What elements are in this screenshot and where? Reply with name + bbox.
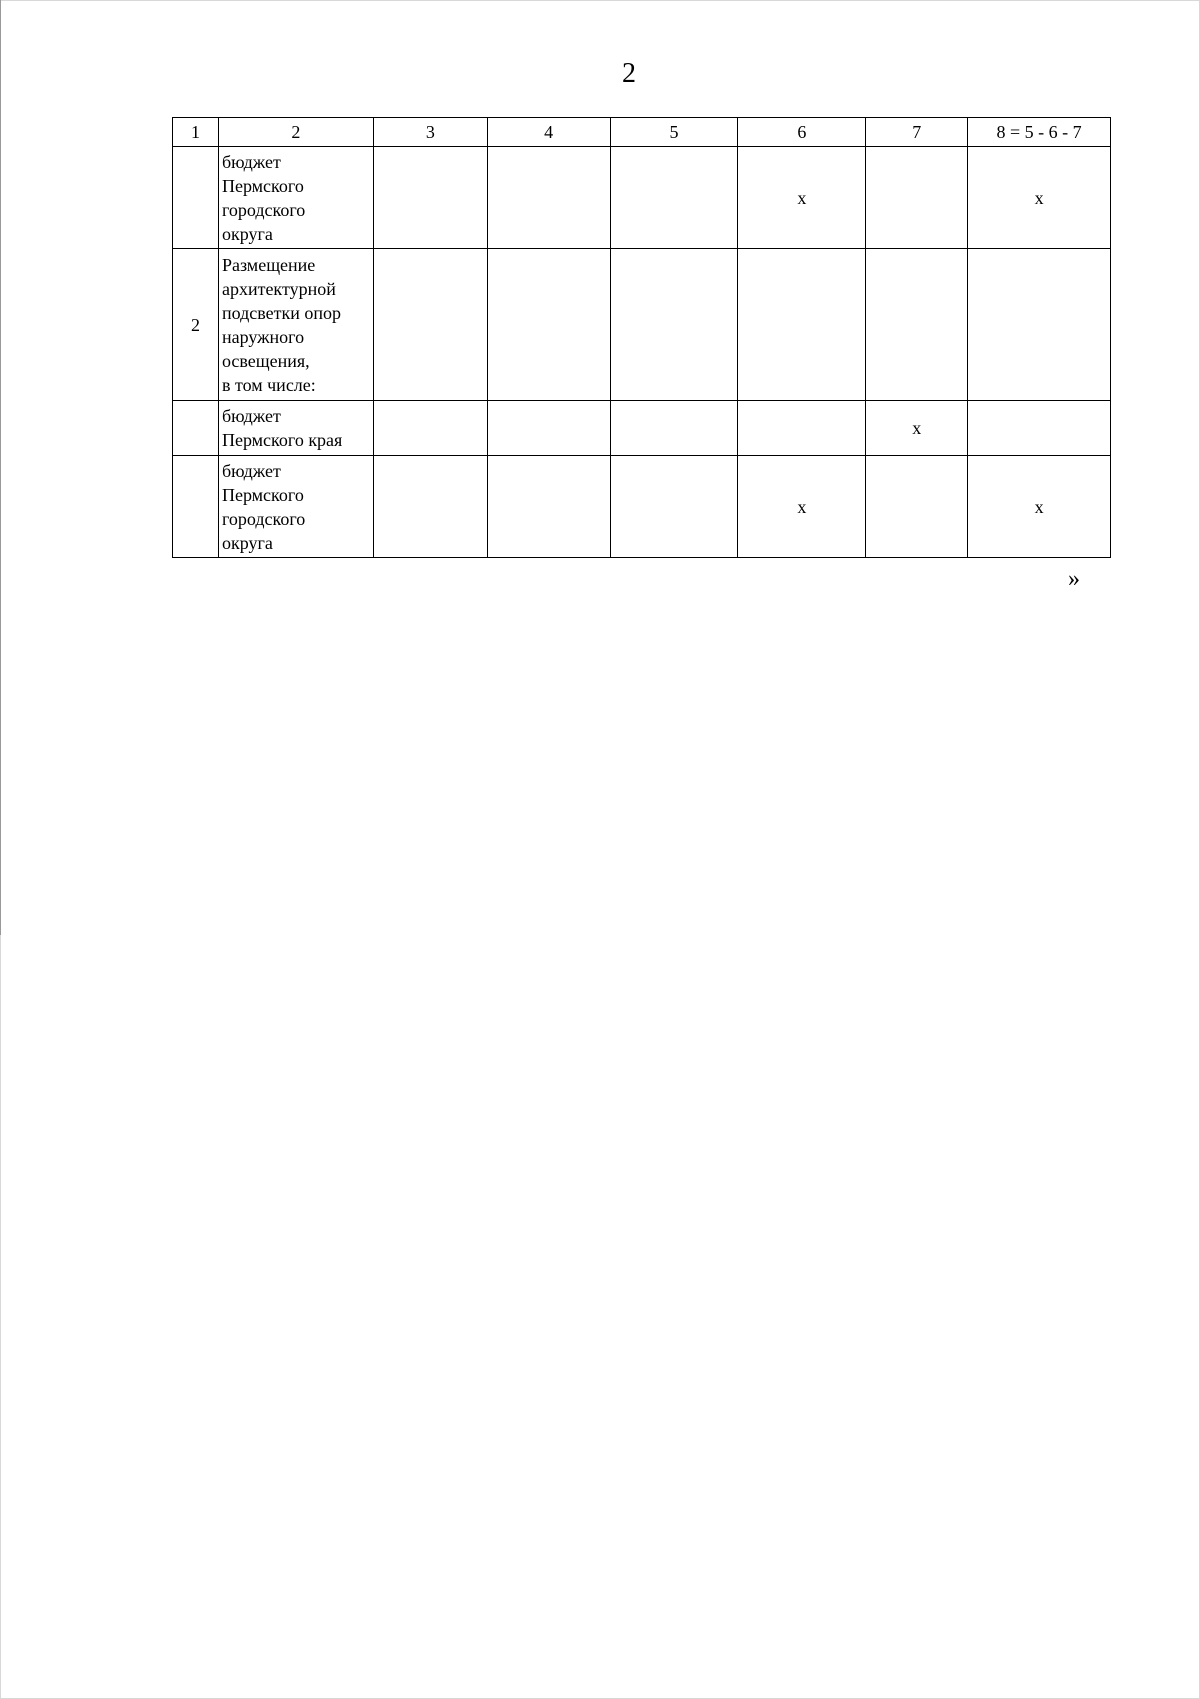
header-cell: 2: [218, 118, 373, 147]
table-row: [173, 147, 1111, 249]
row-label-cell: Размещение архитектурной подсветки опор наружного освещения, в том числе:: [218, 249, 373, 401]
table-cell: [487, 249, 610, 401]
row-label-cell: бюджет Пермского городского округа: [218, 147, 373, 249]
row-number-cell: [173, 147, 219, 249]
table-cell: [487, 401, 610, 456]
table-cell: [968, 401, 1111, 456]
table-cell: [738, 249, 866, 401]
table-cell: x: [968, 456, 1111, 558]
row-number-cell: [173, 401, 219, 456]
header-cell: 8 = 5 - 6 - 7: [968, 118, 1111, 147]
row-label-cell: бюджет Пермского городского округа: [218, 456, 373, 558]
table-row: [173, 456, 1111, 558]
table-cell: [866, 249, 968, 401]
table-header-row: [173, 118, 1111, 147]
scan-edge-line: [0, 0, 1, 935]
table-cell: [373, 249, 487, 401]
table-row: [173, 249, 1111, 401]
table-cell: [373, 147, 487, 249]
row-number-cell: [173, 456, 219, 558]
header-cell: 1: [173, 118, 219, 147]
table-cell: [373, 456, 487, 558]
header-cell: 5: [610, 118, 738, 147]
header-cell: 4: [487, 118, 610, 147]
closing-quote-mark: »: [1068, 566, 1080, 592]
table-cell: [866, 147, 968, 249]
page-number: 2: [622, 58, 636, 89]
table-cell: x: [968, 147, 1111, 249]
table-cell: x: [738, 456, 866, 558]
table-cell: x: [866, 401, 968, 456]
header-cell: 7: [866, 118, 968, 147]
table-cell: [610, 147, 738, 249]
table-row: [173, 401, 1111, 456]
row-label-cell: бюджет Пермского края: [218, 401, 373, 456]
budget-table: [172, 117, 1111, 558]
table-cell: [866, 456, 968, 558]
table-cell: [738, 401, 866, 456]
row-number-cell: 2: [173, 249, 219, 401]
table-cell: [373, 401, 487, 456]
header-cell: 3: [373, 118, 487, 147]
table-cell: [968, 249, 1111, 401]
table-cell: [610, 401, 738, 456]
table-cell: [487, 456, 610, 558]
table-cell: [610, 456, 738, 558]
header-cell: 6: [738, 118, 866, 147]
table-cell: [610, 249, 738, 401]
table-cell: [487, 147, 610, 249]
table-cell: x: [738, 147, 866, 249]
